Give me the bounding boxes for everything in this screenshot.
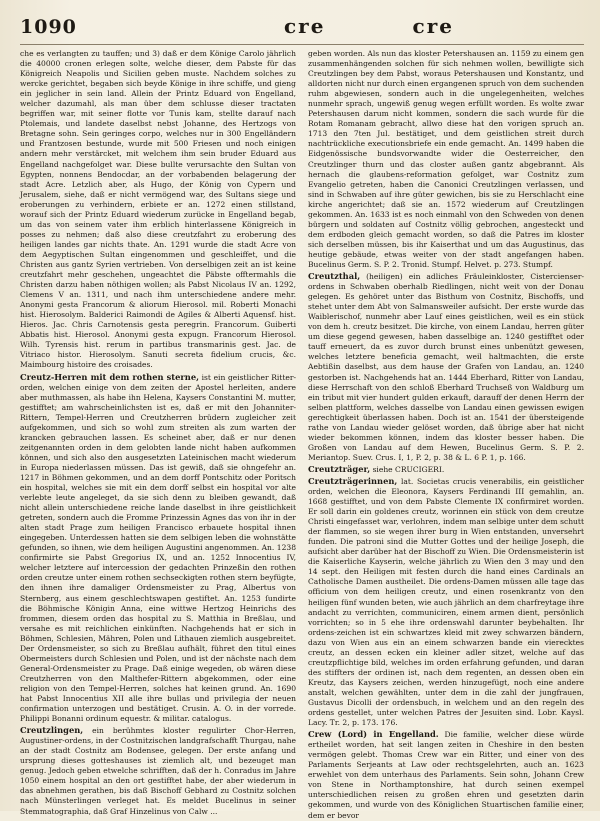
page-header bbox=[20, 14, 584, 45]
entry bbox=[308, 464, 584, 475]
entry bbox=[20, 49, 296, 371]
entry-text: (heiligen) ein adliches Fräuleinkloster, Cistercienser-ordens in Schwaben oberhalb Riedlingen, nicht weit von der Donau gelegen. Es gehöret unter das Bisthum von Costnitz, Bischoffs, und stehet unter dem Abt von Salmansweiler aufsicht. Der erste wurde das Waiblerischof, nunmehr aber Lauf eines geistlichen, weil es ein stück von dem h. creutz besitzet. Die kirche, von einem Landau, herren güter um diese gegend gewesen, haben dasselbige an. 1240 gestifftet oder tauff erneuert, da es zuvor durch brunst eines unbenützt gewesen, welches letztere beneficia gemacht, weil haltmachten, die erste Aebtißin daselbst, aus dem hause der Grafen von Landau, an. 1240 gestorben ist. Nachgehends hat an. 1444 Eberhard, Ritter von Landau, diese Herrschaft von den schloß Eberhard Truchseß von Waldburg um ein tribut mit vier hundert gulden erkauft, darauff der denen Herrn der selben plattform, welches dasselbe von Landau einen gewissen ewigen gerechtigkeit überlassen haben. Doch ist an. 1541 der übersteigende rathe von Landau wieder gelöset worden, daß übrige aber hat nicht wieder bekommen können, indem das kloster besser haben. Die Großen von Landau auf dem Hewen, Bucelinus Germ. S. P. 2. Meriantop. Suev. Crus. I, 1, P. 2, p. 38 & L. 6 P. 1, p. 166. bbox=[308, 272, 585, 462]
entry-lemma: Crew (Lord) in Engelland. bbox=[308, 729, 439, 740]
entry-text: ein berühmtes kloster regulirter Chor-Herren, Augustiner-ordens, in der Costnitzischen landgrafschafft Thurgau, nahe an der stadt Costnitz am Bodensee, gelegen. Der erste anfang und ursprung dieses gotteshauses ist ziemlich alt, und bezeuget man genug. Jedoch geben etwelche schrifften, daß der h. Conradus im Jahre 1050 einem hospital an den ort gestifftet habe, der aber wiederum in das abnehmen gerathen, bis daß Bischoff Gebhard zu Costnitz solchen nach Münsterlingen verleget hat. Es meldet Bucelinus in seiner Stemmatographia, daß Graf Hinzelinus von Calw ... bbox=[20, 726, 296, 816]
running-headword-left: cre bbox=[283, 14, 326, 38]
left-column bbox=[20, 49, 296, 816]
entry-lemma: Creutzlingen, bbox=[20, 725, 84, 736]
entry-text: geben worden. Als nun das kloster Petershausen an. 1159 zu einem gen zusammenhängenden solchen für sich nehmen wollen, bewilligte sich Creutzlingen bey dem Pabst, woraus Petershausen und Konstantz, und alldorten nicht nur durch einen ergangenen spruch von dem suchenden ruhm abgewiesen, sondern auch in die ungelegenheiten, welches nunmehr sprach, ungewiß genug wegen erfüllt worden. Es wolte zwar Petershausen darum nicht kommen, sondern die sach wurde für die Rotam Romanam gebracht, allwo diese hat den vorigen spruch an. 1713 den 7ten Jul. bestätiget, und dem geistlichen streit durch nachtrückliche executionsbriefe ein ende gemacht. An. 1499 haben die Eidgenössische bundsvorwandte wider die Oesterreicher, den Creutzlinger thurn und das closter außen gantz abgebrannt. Als hernach die glaubens-reformation gefolget, war Costnitz zum Evangelio getreten, haben die Canonici Creutzlingen verlassen, und sind in Schwaben auf ihre güter gewichen, bis sie zu Herschlacht eine kirche angerichtet; daß sie an. 1572 wiederum auf Creutzlingen gekommen. An. 1633 ist es noch einmahl von den Schweden von denen bürgern und soldaten auf Costnitz völlig gebrochen, angesteckt und dem erdboden gleich gemacht worden, so daß die Patres im kloster sich derselben müssen, bis ihr Kaiserthat und um das Augustinus, das heutige gebäude, etwas weiter von der stadt angefangen haben. Bucelinus Germ. S. P. 2. Tronid. Stumpf. Helvet. p. 273. Stumpf. bbox=[308, 49, 584, 269]
entry-lemma: Creutzträger, bbox=[308, 463, 371, 474]
entry bbox=[308, 476, 584, 728]
entry bbox=[20, 725, 296, 816]
entry bbox=[308, 729, 584, 820]
entry bbox=[308, 271, 584, 463]
entry-text: siehe CRUCIGERI. bbox=[372, 464, 445, 474]
entry-lemma: Creutz-Herren mit dem rothen sterne, bbox=[20, 371, 199, 382]
entry-lemma: Creutzträgerinnen, bbox=[308, 475, 398, 486]
entry-text: lat. Societas crucis venerabilis, ein geistlicher orden, welchen die Eleonora, Kaysers Ferdinandi III gemahlin, an. 1668 gestifftet, und von dem Pabste Clemente IX confirmiret worden. Er soll darin ein goldenes creutz, worinnen ein stück von dem creutze Christi eingefasset war, verlohren, indem man selbige unter dem schutt der flammen, so sie wegen ihrer burg in Wien entstanden, unversehrt funden. Die patroni sind die Mutter Gottes und der heilige Joseph, die aufsicht aber darüber hat der Bischoff zu Wien. Die Ordensmeisterin ist die Kaiserliche Kayserin, welche jährlich zu Wien den 3 may und den 14 sept. den Heiligen mit festen durch die hand eines Cardinals an Catholische Damen austheilet. Die ordens-Damen müssen alle tage das officium von dem heiligen creutz, und einen rosenkrantz von den heiligen fünf wunden beten, wie auch jährlich an dem charfreytage ihre andacht zu verrichten, communiciren, einem armen dient, persönlich vorrichten; so in 5 ehe ihre ordenswahl darunter beybehalten. Ihr ordens-zeichen ist ein schwartzes kleid mit zwey schwarzen bändern, dazu von Wien aus ein an einem schwarzen bande ein vierecktes creutz, an dessen ecken ein kleiner adler sitzet, welche auf das creutzpflichtige bild, welches im orden erfahrung gefunden, und daran des stiffters der ordinen ist, nach dem regenten, an dessen oben ein Kreutz, das Kaysers zeichen, werden hinzugefügt, noch eine andere anstalt, welchen gewählten, unter dem in die zahl der jungfrauen, Gustavus Dicolli der ordensbuch, in welchem und an den regeln des ordens gestellet, unter welchen Patres der Jesuiten sind. Lobr. Kaysl. Lacy. Tr. 2, p. 173. 176. bbox=[308, 476, 584, 728]
page-number: 1090 bbox=[20, 16, 77, 38]
entry-lemma: Creutzthal, bbox=[308, 271, 361, 282]
right-column bbox=[308, 49, 585, 820]
running-headword-right: cre bbox=[412, 14, 454, 38]
entry-text: Die familie, welcher diese würde ertheilet worden, hat seit langen zeiten in Cheshire in den besten vermögen gelebt. Thomas Crew war ein Ritter, und einer von des Parlaments Serjeants at Law oder rechtsgelehrten, auch an. 1623 erwehlet von dem unterhaus des Parlaments. Sein sohn, Johann Crew von Stene in Northamptonshire, hat durch seinen exempel unterschiedlichen reisen zu großen ehren und gesetzten darin gekommen, und wurde von des Königlichen Stuartischen familie einer, dem er bevor bbox=[308, 730, 584, 820]
text-columns bbox=[20, 49, 585, 820]
entry-text: che es verlangten zu tauffen; und 3) daß er dem Könige Carolo jährlich die 40000 cronen erlegen solte, welche dieser, dem Pabste für das Königreich Neapolis und Sicilien geben muste. Nachdem solches zu wercke gerichtet, begaben sich beyde Könige in ihre schiffe, und gieng ein jeglicher in sein land. Allein der Printz Eduard von Engelland, welcher dazumahl, als man über dem schlusse dieser tractaten begriffen war, mit seiner flotte vor Tunis kam, stellte darauf nach Ptolemais, und landete daselbst nebst Johanne, des Hertzogs von Bretagne sohn. Sein geringes corpo, welches nur in 300 Engelländern und Frantzosen bestunde, wurde mit 500 Friesen und noch einigen andern mehr verstärcket, mit welchem ihm sein bruder Eduard aus Engelland nachgefolget war. Diese bullte verursachte den Sultan von Egypten, nonnens Bendocdar, an der vorbabenden belagerung der stadt Acre. Letzlich aber, als Hugo, der König von Cypern und Jerusalem, siehe, daß er nicht vermögend war, des Sultans siege und eroberungen zu verhindern, erbiete er an. 1272 einen stillstand, worauf sich der Printz Eduard wiederum zurücke in Engelland begab, um das von seinem vater ihm erblich hinterlassene Königreich in posses zu nehmen; daß also diese creutzfahrt zu eroberung des heiligen landes gar nichts thate. An. 1291 wurde die stadt Acre von dem Aegyptischen Sultan eingenommen und geschleiffet, und die Christen aus gantz Syrien vertrieben. Von derselbigen zeit an ist keine creutzfahrt mehr geschehen, ungeachtet die Päbste offtermahls die Christen darzu haben nöthigen wollen; als Pabst Nicolaus IV an. 1292, Clemens V an. 1311, und nach ihm unterschiedene andere mehr. Anonymi gesta Francorum & aliorum Hierosol. mil. Roberti Monachi hist. Hierosolym. Balderici Raimondi de Agiles & Alberti Aquensf. hist. Hieros. Jac. Chris Carnotensis gesta peregrin. Francorum. Guiberti Abbatis hist. Hierosol. Anonymi gesta expugn. Francorum Hierosol. Wilh. Tyrensis hist. rerum in partibus transmarinis gest. Jac. de Vitriaco histor. Hierosolym. Sanuti secreta fidelium crucis, &c. Maimbourg histoire des croisades. bbox=[20, 49, 296, 370]
entry bbox=[20, 372, 296, 725]
entry-text: ist ein geistlicher Ritter-orden, welchen einige von dem zeiten der Apostel herleiten, andere aber muthmassen, als habe ihn Helena, Kaysers Constantini M. mutter, gestifftet; am wahrscheinlichsten ist es, daß er mit den Johanniter-Rittern, Tempel-Herren und Creutzherren brüdern zugleicher zeit aufgekommen, und sich so wohl zum streiten als zum warten der krancken gebrauchen lassen. Es scheinet aber, daß er nur denen zeitgenannten orden in dem gelobten lande nicht haben aufkommen können, und sich also den ausgesetzten Lateinischen macht wiederum in Europa niederlassen müssen. Das ist gewiß, daß sie ohngefehr an. 1217 in Böhmen gekommen, und an dem dorff Pontschitz oder Poritsch ein hospital, welches sie mit ein dem dorff selbst ein hospital vor alte verlebte leute angeleget, da sie sich denn zu bleiben gewandt, daß nicht allein unterschiedene reiche lande daselbst in ihre geistlichkeit getreten, sondern auch die Fromme Prinzessin Agnes das von ihr in der alten stadt Prage zum heiligen Francisco erbauete hospital ihnen eingegeben. Unterdessen hatten sie dem selbigen leben die wohnstätte gefunden, so ihnen, wie dem heiligen Augustini angenommen. An. 1238 confirmirte sie Pabst Gregorius IX, und an. 1252 Innocentius IV, welcher letztere auf intercession der gedachten Prinzeßin den rothen orden creutze unter einem rothen sechseckigten rothen stern beyfügte, den ihnen ihre damaliger Ordensmeister zu Prag, Albertus von Sternberg, aus einem geschlechtswapen gestiftet. An. 1253 ſundirte die Böhmische Königin Anna, eine wittwe Hertzog Heinrichs des frommen, diesem orden das hospital zu S. Matthia in Breßlau, und versahe es mit reichlichen einkünften. Nachgehends hat er sich in Böhmen, Schlesien, Mähren, Polen und Lithauen ziemlich ausgebreitet. Der Ordensmeister, so sich zu Breßlau aufhält, führet den titul eines Obermeisters durch Schlesien und Polen, und ist der nächste nach dem General-Ordensmeister zu Prage. Daß einige wegeden, ob wären diese Creutzherren von den Malthefer-Rittern abgekommen, oder eine religion von den Tempel-Herren, solches hat keinen grund. An. 1690 hat Pabst Innocentius XII alle ihre bullas und privilegia der neuen confirmation unterzogen und bestätiget. Crusin. A. O. in der vorrede. Philippi Bonanni ordinum equestr. & militar. catalogus. bbox=[20, 372, 296, 724]
entry bbox=[308, 49, 584, 270]
